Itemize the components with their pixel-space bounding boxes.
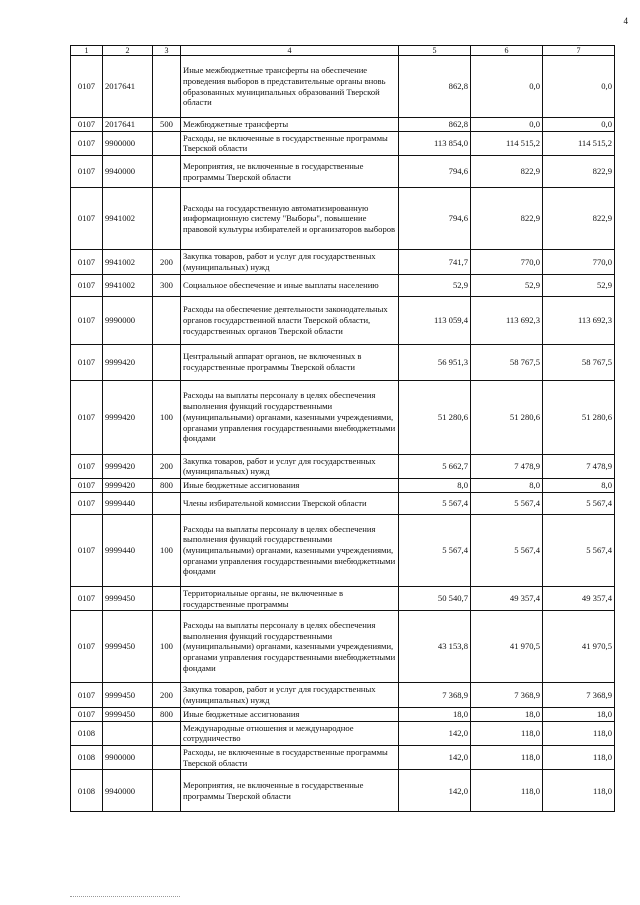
description-cell: Территориальные органы, не включенные в государственные программы (181, 586, 399, 610)
table-row (71, 380, 615, 454)
section-code-cell: 0108 (71, 770, 103, 812)
amount-year-1-cell: 113 059,4 (399, 296, 471, 344)
expense-type-cell: 800 (153, 479, 181, 493)
section-code-cell: 0107 (71, 683, 103, 707)
amount-year-2-cell: 52,9 (471, 274, 543, 296)
target-article-cell: 9999420 (103, 479, 153, 493)
target-article-cell: 9999450 (103, 707, 153, 721)
amount-year-2-cell: 822,9 (471, 188, 543, 250)
amount-year-3-cell: 5 567,4 (543, 492, 615, 514)
amount-year-3-cell: 118,0 (543, 770, 615, 812)
amount-year-3-cell: 49 357,4 (543, 586, 615, 610)
amount-year-3-cell: 118,0 (543, 746, 615, 770)
expense-type-cell (153, 721, 181, 745)
table-row (71, 188, 615, 250)
description-cell: Закупка товаров, работ и услуг для государственных (муниципальных) нужд (181, 454, 399, 478)
budget-table-body (71, 46, 615, 812)
target-article-cell (103, 721, 153, 745)
expense-type-cell: 500 (153, 118, 181, 132)
table-row (71, 156, 615, 188)
amount-year-1-cell: 50 540,7 (399, 586, 471, 610)
amount-year-2-cell: 51 280,6 (471, 380, 543, 454)
table-row (71, 770, 615, 812)
section-code-cell: 0107 (71, 118, 103, 132)
target-article-cell: 2017641 (103, 56, 153, 118)
section-code-cell: 0107 (71, 586, 103, 610)
amount-year-3-cell: 8,0 (543, 479, 615, 493)
description-cell: Центральный аппарат органов, не включенных в государственные программы Тверской области (181, 344, 399, 380)
amount-year-2-cell: 770,0 (471, 250, 543, 274)
expense-type-cell (153, 586, 181, 610)
table-row (71, 707, 615, 721)
amount-year-1-cell: 741,7 (399, 250, 471, 274)
scan-artifact-line (70, 893, 180, 897)
description-cell: Иные бюджетные ассигнования (181, 479, 399, 493)
amount-year-2-cell: 0,0 (471, 56, 543, 118)
expense-type-cell (153, 344, 181, 380)
table-row (71, 344, 615, 380)
amount-year-3-cell: 7 368,9 (543, 683, 615, 707)
amount-year-3-cell: 52,9 (543, 274, 615, 296)
amount-year-3-cell: 822,9 (543, 188, 615, 250)
section-code-cell: 0107 (71, 344, 103, 380)
table-row (71, 131, 615, 155)
description-cell: Расходы на государственную автоматизированную информационную систему "Выборы", повышение правовой культуры избирателей и организаторов выборов (181, 188, 399, 250)
table-row (71, 296, 615, 344)
expense-type-cell (153, 746, 181, 770)
amount-year-2-cell: 5 567,4 (471, 514, 543, 586)
table-row (71, 274, 615, 296)
description-cell: Закупка товаров, работ и услуг для государственных (муниципальных) нужд (181, 683, 399, 707)
expense-type-cell (153, 131, 181, 155)
amount-year-2-cell: 8,0 (471, 479, 543, 493)
target-article-cell: 9999450 (103, 611, 153, 683)
description-cell: Иные бюджетные ассигнования (181, 707, 399, 721)
section-code-cell: 0108 (71, 721, 103, 745)
amount-year-1-cell: 7 368,9 (399, 683, 471, 707)
expense-type-cell (153, 56, 181, 118)
target-article-cell: 9999450 (103, 586, 153, 610)
expense-type-cell: 200 (153, 683, 181, 707)
section-code-cell: 0107 (71, 454, 103, 478)
expense-type-cell: 200 (153, 454, 181, 478)
expense-type-cell: 800 (153, 707, 181, 721)
header-col-6: 6 (471, 46, 543, 56)
header-col-5: 5 (399, 46, 471, 56)
target-article-cell: 9941002 (103, 250, 153, 274)
amount-year-2-cell: 114 515,2 (471, 131, 543, 155)
section-code-cell: 0107 (71, 380, 103, 454)
table-row (71, 721, 615, 745)
expense-type-cell (153, 156, 181, 188)
section-code-cell: 0107 (71, 611, 103, 683)
table-row (71, 683, 615, 707)
amount-year-3-cell: 5 567,4 (543, 514, 615, 586)
amount-year-1-cell: 43 153,8 (399, 611, 471, 683)
table-row (71, 611, 615, 683)
page-number: 4 (623, 16, 628, 26)
amount-year-1-cell: 794,6 (399, 156, 471, 188)
table-row (71, 492, 615, 514)
expense-type-cell (153, 188, 181, 250)
header-col-7: 7 (543, 46, 615, 56)
section-code-cell: 0107 (71, 492, 103, 514)
description-cell: Мероприятия, не включенные в государственные программы Тверской области (181, 770, 399, 812)
expense-type-cell: 100 (153, 611, 181, 683)
amount-year-3-cell: 41 970,5 (543, 611, 615, 683)
amount-year-3-cell: 7 478,9 (543, 454, 615, 478)
description-cell: Мероприятия, не включенные в государственные программы Тверской области (181, 156, 399, 188)
header-col-3: 3 (153, 46, 181, 56)
amount-year-3-cell: 113 692,3 (543, 296, 615, 344)
target-article-cell: 9990000 (103, 296, 153, 344)
amount-year-3-cell: 58 767,5 (543, 344, 615, 380)
amount-year-1-cell: 5 567,4 (399, 514, 471, 586)
target-article-cell: 9999440 (103, 514, 153, 586)
section-code-cell: 0107 (71, 479, 103, 493)
section-code-cell: 0107 (71, 296, 103, 344)
table-row (71, 479, 615, 493)
expense-type-cell: 200 (153, 250, 181, 274)
amount-year-2-cell: 58 767,5 (471, 344, 543, 380)
table-row (71, 56, 615, 118)
amount-year-1-cell: 5 662,7 (399, 454, 471, 478)
header-col-2: 2 (103, 46, 153, 56)
table-row (71, 586, 615, 610)
amount-year-2-cell: 822,9 (471, 156, 543, 188)
amount-year-1-cell: 56 951,3 (399, 344, 471, 380)
description-cell: Расходы на выплаты персоналу в целях обеспечения выполнения функций государственными (муниципальными) органами, казенными учреждениями, органами управления государственными внебюджетными фондами (181, 611, 399, 683)
description-cell: Социальное обеспечение и иные выплаты населению (181, 274, 399, 296)
expense-type-cell (153, 296, 181, 344)
table-row (71, 514, 615, 586)
section-code-cell: 0107 (71, 514, 103, 586)
target-article-cell: 9999420 (103, 380, 153, 454)
amount-year-2-cell: 41 970,5 (471, 611, 543, 683)
amount-year-3-cell: 118,0 (543, 721, 615, 745)
description-cell: Расходы на выплаты персоналу в целях обеспечения выполнения функций государственными (муниципальными) органами, казенными учреждениями, органами управления государственными внебюджетными фондами (181, 380, 399, 454)
description-cell: Иные межбюджетные трансферты на обеспечение проведения выборов в представительные органы вновь образованных муниципальных образований Тверской области (181, 56, 399, 118)
amount-year-3-cell: 51 280,6 (543, 380, 615, 454)
section-code-cell: 0108 (71, 746, 103, 770)
amount-year-3-cell: 770,0 (543, 250, 615, 274)
amount-year-1-cell: 862,8 (399, 56, 471, 118)
expense-type-cell: 100 (153, 380, 181, 454)
target-article-cell: 9900000 (103, 746, 153, 770)
target-article-cell: 9940000 (103, 156, 153, 188)
amount-year-3-cell: 0,0 (543, 56, 615, 118)
description-cell: Члены избирательной комиссии Тверской области (181, 492, 399, 514)
section-code-cell: 0107 (71, 274, 103, 296)
target-article-cell: 9999450 (103, 683, 153, 707)
section-code-cell: 0107 (71, 250, 103, 274)
amount-year-2-cell: 5 567,4 (471, 492, 543, 514)
amount-year-2-cell: 0,0 (471, 118, 543, 132)
expense-type-cell (153, 492, 181, 514)
table-row (71, 250, 615, 274)
description-cell: Расходы на выплаты персоналу в целях обеспечения выполнения функций государственными (муниципальными) органами, казенными учреждениями, органами управления государственными внебюджетными фондами (181, 514, 399, 586)
description-cell: Расходы, не включенные в государственные программы Тверской области (181, 131, 399, 155)
description-cell: Закупка товаров, работ и услуг для государственных (муниципальных) нужд (181, 250, 399, 274)
table-row (71, 746, 615, 770)
budget-table (70, 45, 615, 812)
amount-year-1-cell: 18,0 (399, 707, 471, 721)
amount-year-3-cell: 0,0 (543, 118, 615, 132)
target-article-cell: 2017641 (103, 118, 153, 132)
target-article-cell: 9941002 (103, 274, 153, 296)
amount-year-2-cell: 118,0 (471, 721, 543, 745)
section-code-cell: 0107 (71, 188, 103, 250)
expense-type-cell: 300 (153, 274, 181, 296)
amount-year-2-cell: 118,0 (471, 746, 543, 770)
amount-year-1-cell: 142,0 (399, 746, 471, 770)
amount-year-1-cell: 113 854,0 (399, 131, 471, 155)
amount-year-2-cell: 7 368,9 (471, 683, 543, 707)
amount-year-3-cell: 18,0 (543, 707, 615, 721)
table-header-row (71, 46, 615, 56)
amount-year-2-cell: 118,0 (471, 770, 543, 812)
amount-year-1-cell: 52,9 (399, 274, 471, 296)
section-code-cell: 0107 (71, 131, 103, 155)
table-row (71, 118, 615, 132)
description-cell: Расходы, не включенные в государственные программы Тверской области (181, 746, 399, 770)
amount-year-1-cell: 794,6 (399, 188, 471, 250)
target-article-cell: 9900000 (103, 131, 153, 155)
description-cell: Международные отношения и международное сотрудничество (181, 721, 399, 745)
target-article-cell: 9999420 (103, 344, 153, 380)
amount-year-3-cell: 822,9 (543, 156, 615, 188)
amount-year-1-cell: 142,0 (399, 770, 471, 812)
target-article-cell: 9940000 (103, 770, 153, 812)
amount-year-1-cell: 51 280,6 (399, 380, 471, 454)
section-code-cell: 0107 (71, 156, 103, 188)
amount-year-1-cell: 862,8 (399, 118, 471, 132)
amount-year-1-cell: 142,0 (399, 721, 471, 745)
section-code-cell: 0107 (71, 56, 103, 118)
expense-type-cell: 100 (153, 514, 181, 586)
target-article-cell: 9941002 (103, 188, 153, 250)
amount-year-3-cell: 114 515,2 (543, 131, 615, 155)
table-row (71, 454, 615, 478)
amount-year-2-cell: 113 692,3 (471, 296, 543, 344)
header-col-4: 4 (181, 46, 399, 56)
description-cell: Межбюджетные трансферты (181, 118, 399, 132)
section-code-cell: 0107 (71, 707, 103, 721)
expense-type-cell (153, 770, 181, 812)
amount-year-2-cell: 18,0 (471, 707, 543, 721)
amount-year-1-cell: 5 567,4 (399, 492, 471, 514)
description-cell: Расходы на обеспечение деятельности законодательных органов государственной власти Тверской области, государственных органов Тверской области (181, 296, 399, 344)
header-col-1: 1 (71, 46, 103, 56)
target-article-cell: 9999440 (103, 492, 153, 514)
amount-year-2-cell: 7 478,9 (471, 454, 543, 478)
target-article-cell: 9999420 (103, 454, 153, 478)
amount-year-1-cell: 8,0 (399, 479, 471, 493)
amount-year-2-cell: 49 357,4 (471, 586, 543, 610)
